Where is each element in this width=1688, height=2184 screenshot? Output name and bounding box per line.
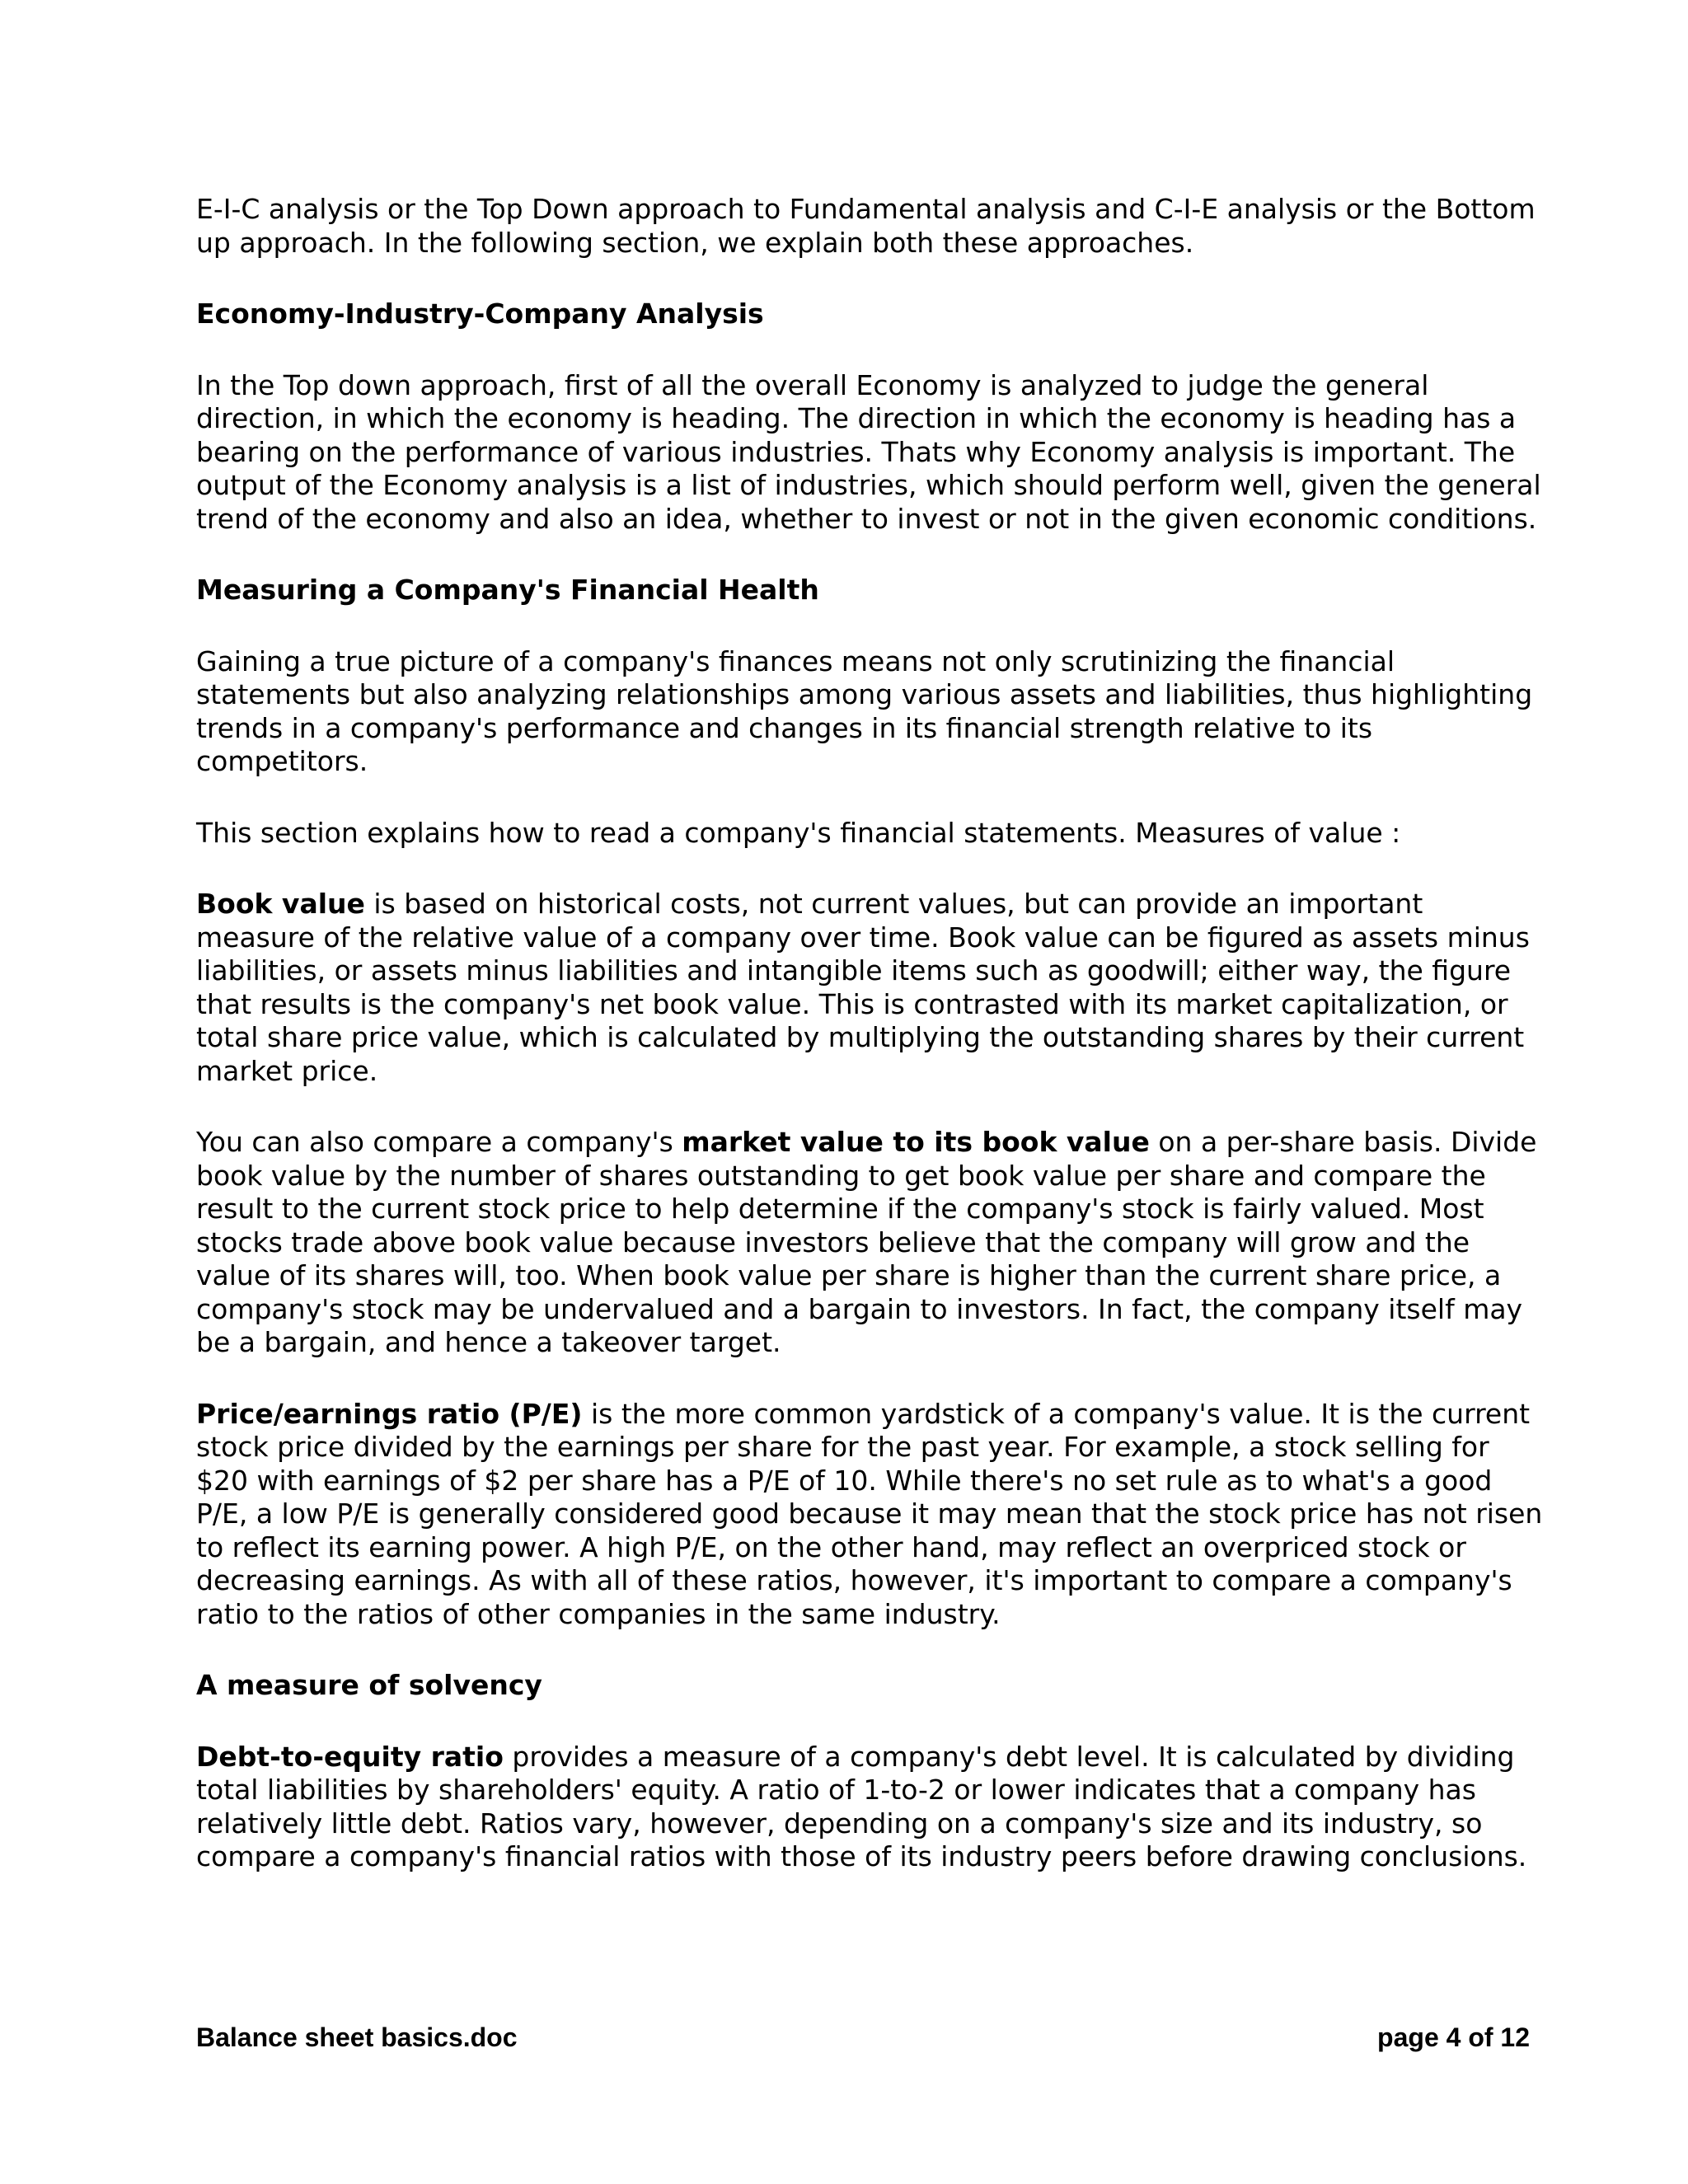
debt-equity-paragraph xyxy=(196,1741,1548,1874)
section-heading-financial-health: Measuring a Company's Financial Health xyxy=(196,574,819,606)
market-value-text: on a per-share basis. Divide book value by the number of shares outstanding to get book value per share and compare the result to the current stock price to help determine if the company's stock is fairly valued. Most stocks trade above book value because investors believe that the company will grow and the value of its shares will, too. When book value per share is higher than the current share price, a company's stock may be undervalued and a bargain to investors. In fact, the company itself may be a bargain, and hence a takeover target. xyxy=(196,1126,1537,1358)
measures-intro-paragraph: This section explains how to read a company's financial statements. Measures of value : xyxy=(196,816,1401,849)
financial-health-paragraph: Gaining a true picture of a company's finances means not only scrutinizing the financial statements but also analyzing relationships among various assets and liabilities, thus highlighting trends in a company's performance and changes in its financial strength relative to its competitors. xyxy=(196,644,1533,777)
document-body xyxy=(196,193,1548,1912)
book-value-text: is based on historical costs, not current values, but can provide an important measure of the relative value of a company over time. Book value can be figured as assets minus liabilities, or assets minus liabilities and intangible items such as goodwill; either way, the figure that results is the company's net book value. This is contrasted with its market capitalization, or total share price value, which is calculated by multiplying the outstanding shares by their current market price. xyxy=(196,888,1530,1087)
section-heading-eic: Economy-Industry-Company Analysis xyxy=(196,298,764,330)
market-value-paragraph xyxy=(196,1126,1548,1360)
section-heading-solvency: A measure of solvency xyxy=(196,1669,542,1701)
book-value-term: Book value xyxy=(196,888,365,920)
market-value-prefix: You can also compare a company's xyxy=(196,1126,682,1158)
debt-equity-text: provides a measure of a company's debt level. It is calculated by dividing total liabilities by shareholders' equity. A ratio of 1-to-2 or lower indicates that a company has relatively little debt. Ratios vary, however, depending on a company's size and its industry, so compare a company's financial ratios with those of its industry peers before drawing conclusions. xyxy=(196,1740,1527,1872)
book-value-paragraph xyxy=(196,888,1548,1088)
eic-paragraph: In the Top down approach, first of all the overall Economy is analyzed to judge the general direction, in which the economy is heading. The direction in which the economy is heading has a bearing on the performance of various industries. Thats why Economy analysis is important. The output of the Economy analysis is a list of industries, which should perform well, given the general trend of the economy and also an idea, whether to invest or not in the given economic conditions. xyxy=(196,368,1541,535)
footer-filename: Balance sheet basics.doc xyxy=(196,2022,518,2052)
pe-ratio-paragraph xyxy=(196,1398,1548,1632)
market-value-term: market value to its book value xyxy=(682,1126,1150,1158)
pe-ratio-term: Price/earnings ratio (P/E) xyxy=(196,1397,583,1430)
pe-ratio-text: is the more common yardstick of a company's value. It is the current stock price divided by the earnings per share for the past year. For example, a stock selling for $20 with earnings of $2 per share has a P/E of 10. While there's no set rule as to what's a good P/E, a low P/E is generally considered good because it may mean that the stock price has not risen to reflect its earning power. A high P/E, on the other hand, may reflect an overpriced stock or decreasing earnings. As with all of these ratios, however, it's important to compare a company's ratio to the ratios of other companies in the same industry. xyxy=(196,1397,1543,1630)
footer-page-number: page 4 of 12 xyxy=(1377,2022,1530,2052)
page-footer xyxy=(196,2021,1530,2054)
debt-equity-term: Debt-to-equity ratio xyxy=(196,1740,504,1773)
intro-paragraph: E-I-C analysis or the Top Down approach to Fundamental analysis and C-I-E analysis or the Bottom up approach. In the following section, we explain both these approaches. xyxy=(196,193,1536,259)
